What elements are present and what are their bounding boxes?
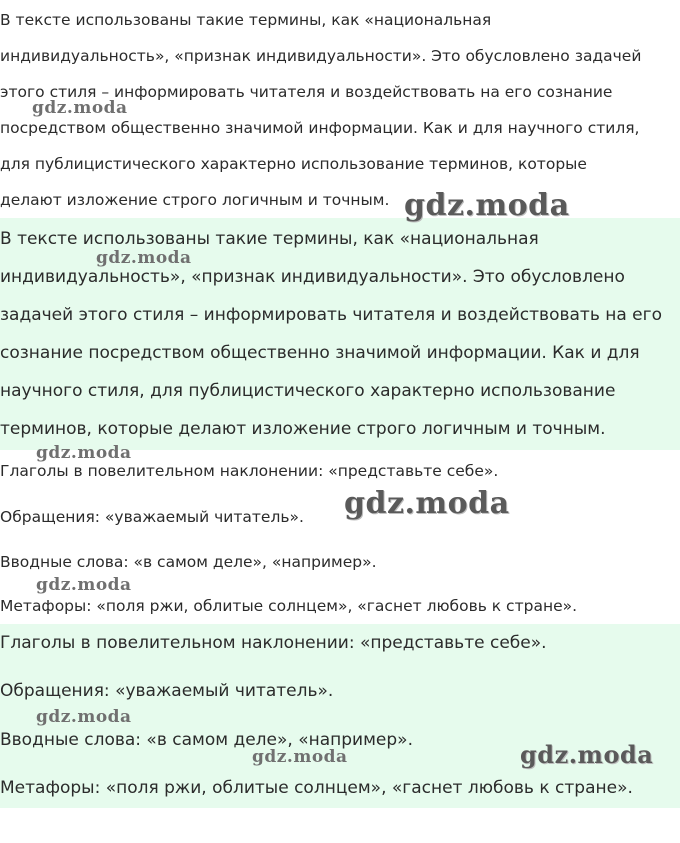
watermark: gdz.moda [96, 248, 192, 268]
paragraph-large-line: научного стиля, для публицистического характерно использование [0, 381, 616, 401]
paragraph-short-line: для публицистического характерно использование терминов, которые [0, 155, 587, 173]
paragraph-short-line: этого стиля – информировать читателя и воздействовать на его сознание [0, 83, 613, 101]
list-item: Глаголы в повелительном наклонении: «представьте себе». [0, 462, 499, 480]
paragraph-short-line: индивидуальность», «признак индивидуальности». Это обусловлено задачей [0, 47, 642, 65]
paragraph-short-line: В тексте использованы такие термины, как «национальная [0, 11, 492, 29]
watermark: gdz.moda [36, 707, 132, 727]
list-item: Обращения: «уважаемый читатель». [0, 681, 334, 701]
paragraph-large-line: сознание посредством общественно значимой информации. Как и для [0, 343, 640, 363]
list-item: Вводные слова: «в самом деле», «например». [0, 553, 377, 571]
list-item: Метафоры: «поля ржи, облитые солнцем», «гаснет любовь к стране». [0, 597, 578, 615]
watermark: gdz.moda [520, 740, 654, 769]
list-item: Метафоры: «поля ржи, облитые солнцем», «гаснет любовь к стране». [0, 778, 633, 798]
paragraph-large-line: терминов, которые делают изложение строго логичным и точным. [0, 419, 606, 439]
paragraph-large-line: В тексте использованы такие термины, как «национальная [0, 229, 539, 249]
list-item: Вводные слова: «в самом деле», «например». [0, 730, 413, 750]
watermark: gdz.moda [36, 575, 132, 595]
watermark: gdz.moda [252, 747, 348, 767]
watermark: gdz.moda [36, 443, 132, 463]
watermark: gdz.moda [344, 486, 510, 521]
paragraph-short-line: посредством общественно значимой информации. Как и для научного стиля, [0, 119, 640, 137]
paragraph-large-line: задачей этого стиля – информировать читателя и воздействовать на его [0, 305, 662, 325]
list-item: Обращения: «уважаемый читатель». [0, 508, 304, 526]
watermark: gdz.moda [32, 98, 128, 118]
watermark: gdz.moda [404, 188, 570, 223]
paragraph-short-line: делают изложение строго логичным и точным. [0, 191, 390, 209]
list-item: Глаголы в повелительном наклонении: «представьте себе». [0, 633, 547, 653]
paragraph-large-line: индивидуальность», «признак индивидуальности». Это обусловлено [0, 267, 625, 287]
